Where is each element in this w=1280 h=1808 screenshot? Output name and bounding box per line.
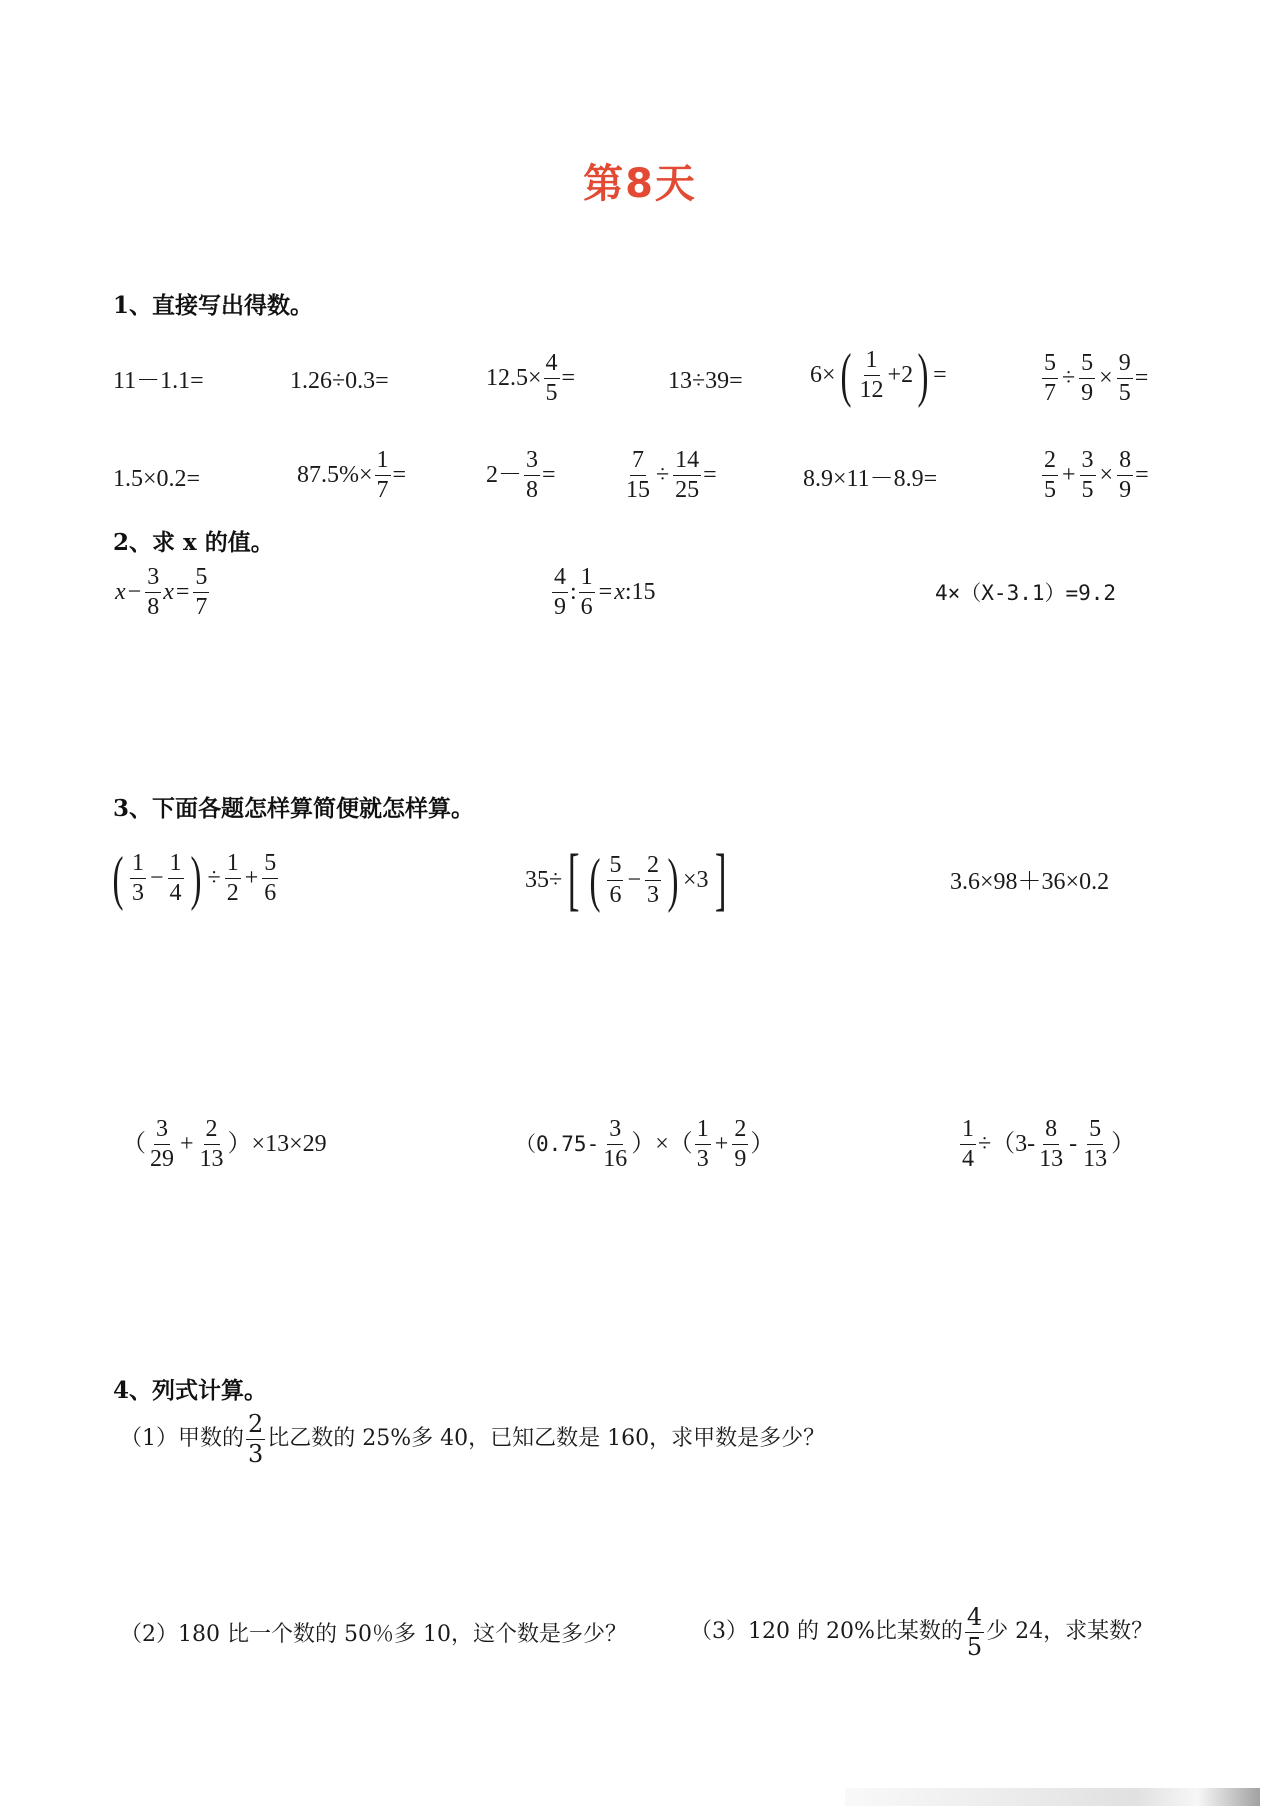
expr-text: 2－ (486, 462, 522, 489)
problem-1-5 (810, 342, 947, 408)
open-paren: （ (122, 1131, 146, 1158)
denominator: 5 (545, 379, 558, 406)
fraction (695, 1115, 711, 1174)
calc-3-1 (108, 845, 280, 911)
page-title: 第8天 (583, 161, 697, 207)
fraction (1079, 349, 1095, 408)
equals-sign: = (703, 462, 717, 489)
expr-text: 35÷ (525, 867, 563, 893)
close-paren: ） (1111, 1131, 1136, 1158)
expr-text: ）×（ (631, 1131, 693, 1158)
word-problem-2 (120, 1624, 627, 1646)
fraction (145, 563, 161, 622)
problem-1-10 (622, 446, 717, 505)
fraction (130, 849, 146, 908)
denominator: 6 (264, 879, 277, 906)
problem-1-8 (297, 446, 406, 505)
operator: × (1099, 462, 1114, 489)
numerator: 5 (262, 849, 278, 879)
fraction (965, 1603, 984, 1662)
denominator: 2 (226, 879, 239, 906)
fraction (1117, 446, 1133, 505)
expr-text: 1.5×0.2= (113, 466, 201, 492)
problem-text: （1）甲数的 (120, 1426, 244, 1452)
numerator: 3 (145, 563, 161, 593)
expr-text: （0.75- (515, 1131, 600, 1156)
fraction (607, 851, 623, 910)
fraction (198, 1115, 226, 1174)
expr-text: ×3 (683, 867, 709, 893)
numerator: 5 (1087, 1115, 1103, 1145)
expr-text: 3.6×98＋36×0.2 (950, 869, 1110, 895)
numerator: 3 (524, 446, 540, 476)
denominator: 3 (131, 879, 144, 906)
calc-3-2 (525, 841, 732, 918)
calc-3-4 (122, 1115, 327, 1174)
numerator: 2 (1042, 446, 1058, 476)
fraction (168, 849, 184, 908)
equals-sign: = (542, 462, 556, 489)
denominator: 6 (580, 593, 593, 620)
numerator: 5 (1042, 349, 1058, 379)
word-problem-3 (690, 1603, 1153, 1662)
word-problem-1 (120, 1410, 825, 1469)
open-paren: ( (840, 342, 852, 408)
problem-text: 比乙数的 25%多 40，已知乙数是 160，求甲数是多少？ (267, 1426, 826, 1452)
fraction (225, 849, 241, 908)
denominator: 5 (1081, 476, 1094, 503)
operator: - (1069, 1131, 1078, 1158)
problem-text: 少 24，求某数？ (986, 1619, 1154, 1645)
denominator: 6 (609, 881, 622, 908)
denominator: 9 (554, 593, 566, 620)
problem-1-3 (486, 349, 575, 408)
expr-text: 8.9×11－8.9= (803, 466, 938, 492)
fraction (960, 1115, 976, 1174)
denominator: 16 (603, 1145, 628, 1172)
equation-2-1 (115, 563, 211, 622)
equals-sign: = (561, 365, 576, 392)
numerator: 2 (732, 1115, 748, 1145)
expr-text: ×13×29 (251, 1131, 327, 1158)
fraction (262, 849, 278, 908)
calc-3-6 (958, 1115, 1135, 1174)
operator: + (244, 865, 259, 891)
numerator: 1 (130, 849, 146, 879)
problem-1-11 (803, 467, 937, 491)
denominator: 9 (1119, 476, 1132, 503)
close-paren: ) (917, 342, 929, 408)
operator: × (1099, 365, 1113, 392)
problem-text: （3）120 的 20%比某数的 (690, 1619, 963, 1645)
denominator: 13 (199, 1145, 224, 1172)
fraction (1080, 446, 1096, 505)
denominator: 12 (859, 376, 884, 403)
fraction (624, 446, 652, 505)
equation-2-2 (550, 563, 656, 622)
scan-artifact-bar (845, 1788, 1260, 1806)
fraction (544, 349, 560, 408)
equals-sign: = (175, 579, 190, 606)
operator: − (149, 865, 164, 891)
open-paren: ( (589, 847, 601, 913)
problem-1-9 (486, 446, 556, 505)
denominator: 29 (150, 1145, 174, 1172)
equals-sign: = (598, 579, 613, 606)
close-paren: ) (667, 847, 679, 913)
denominator: 13 (1083, 1145, 1108, 1172)
numerator: 14 (673, 446, 701, 476)
fraction (645, 851, 661, 910)
numerator: 3 (1080, 446, 1096, 476)
variable-x: x (614, 579, 625, 606)
open-bracket: [ (568, 841, 580, 918)
operator: + (180, 1131, 194, 1158)
numerator: 7 (630, 446, 646, 476)
fraction (1117, 349, 1133, 408)
calc-3-3 (950, 870, 1109, 894)
section-4-heading: 4、列式计算。 (113, 1377, 268, 1404)
numerator: 5 (607, 851, 623, 881)
operator: − (127, 579, 142, 606)
numerator: 2 (248, 1410, 264, 1438)
expr-text: 4×（X-3.1）=9.2 (935, 581, 1117, 605)
expr-text: 12.5× (486, 365, 542, 392)
problem-1-4 (668, 369, 743, 393)
problem-1-1 (113, 369, 204, 393)
problem-1-12 (1040, 446, 1149, 505)
denominator: 5 (966, 1632, 983, 1661)
calc-3-5 (515, 1115, 774, 1174)
operator: − (627, 867, 642, 893)
denominator: 3 (647, 881, 660, 908)
fraction (858, 346, 886, 405)
fraction (1042, 349, 1058, 408)
denominator: 5 (1118, 379, 1131, 406)
expr-text: 1.26÷0.3= (290, 368, 389, 394)
fraction (579, 563, 595, 622)
variable-x: x (163, 579, 174, 606)
equals-sign: = (1135, 462, 1149, 489)
fraction (552, 563, 568, 622)
close-paren: ） (227, 1131, 252, 1158)
expr-text: 6× (810, 362, 836, 388)
denominator: 3 (696, 1145, 709, 1172)
fraction (148, 1115, 176, 1174)
numerator: 1 (225, 849, 241, 879)
section-2-heading: 2、求 x 的值。 (113, 529, 274, 556)
numerator: 2 (204, 1115, 220, 1145)
denominator: 7 (195, 593, 208, 620)
numerator: 2 (645, 851, 661, 881)
expr-text: 87.5%× (297, 462, 373, 489)
close-paren: ) (190, 845, 202, 911)
numerator: 1 (695, 1115, 711, 1145)
open-paren: ( (112, 845, 124, 911)
denominator: 15 (626, 476, 650, 503)
numerator: 1 (864, 346, 880, 376)
problem-text: （2）180 比一个数的 50％多 10，这个数是多少？ (120, 1622, 627, 1647)
operator: + (714, 1131, 729, 1158)
operator: ÷ (207, 865, 221, 891)
fraction (673, 446, 701, 505)
denominator: 9 (1081, 379, 1094, 406)
denominator: 9 (734, 1145, 747, 1172)
numerator: 3 (154, 1115, 170, 1145)
section-1-heading: 1、直接写出得数。 (113, 292, 314, 319)
numerator: 4 (552, 563, 568, 593)
denominator: 13 (1039, 1145, 1064, 1172)
expr-text: 13÷39= (668, 368, 743, 394)
denominator: 5 (1044, 476, 1056, 503)
expr-text: +2 (887, 362, 914, 388)
numerator: 5 (1079, 349, 1095, 379)
fraction (524, 446, 540, 505)
numerator: 1 (960, 1115, 976, 1145)
variable-x: x (115, 579, 126, 606)
problem-1-2 (290, 369, 389, 393)
expr-text: :15 (624, 579, 656, 606)
fraction (1081, 1115, 1109, 1174)
numerator: 3 (607, 1115, 623, 1145)
fraction (246, 1410, 265, 1469)
numerator: 1 (168, 849, 184, 879)
colon: : (570, 579, 577, 606)
numerator: 1 (579, 563, 595, 593)
equals-sign: = (933, 362, 947, 388)
denominator: 8 (526, 476, 538, 503)
numerator: 1 (375, 446, 391, 476)
denominator: 3 (248, 1439, 264, 1468)
denominator: 7 (376, 476, 389, 503)
fraction (1037, 1115, 1065, 1174)
fraction (732, 1115, 748, 1174)
operator: ÷ (1062, 365, 1076, 392)
denominator: 8 (147, 593, 160, 620)
problem-1-7 (113, 467, 200, 491)
denominator: 25 (675, 476, 700, 503)
fraction (1042, 446, 1058, 505)
equals-sign: = (1134, 365, 1149, 392)
denominator: 4 (169, 879, 182, 906)
expr-text: ÷（3- (978, 1131, 1036, 1158)
fraction (193, 563, 209, 622)
section-3-heading: 3、下面各题怎样算简便就怎样算。 (113, 795, 475, 822)
numerator: 4 (966, 1603, 983, 1631)
operator: + (1062, 462, 1076, 489)
fraction (601, 1115, 629, 1174)
numerator: 5 (193, 563, 209, 593)
close-bracket: ] (714, 841, 727, 918)
close-paren: ） (750, 1131, 775, 1158)
equation-2-3 (935, 583, 1116, 604)
numerator: 9 (1117, 349, 1133, 379)
numerator: 8 (1043, 1115, 1059, 1145)
denominator: 4 (962, 1145, 974, 1172)
numerator: 8 (1117, 446, 1133, 476)
numerator: 4 (544, 349, 560, 379)
denominator: 7 (1044, 379, 1056, 406)
equals-sign: = (392, 462, 407, 489)
operator: ÷ (656, 462, 670, 489)
expr-text: 11－1.1= (113, 368, 204, 394)
fraction (375, 446, 391, 505)
problem-1-6 (1040, 349, 1148, 408)
